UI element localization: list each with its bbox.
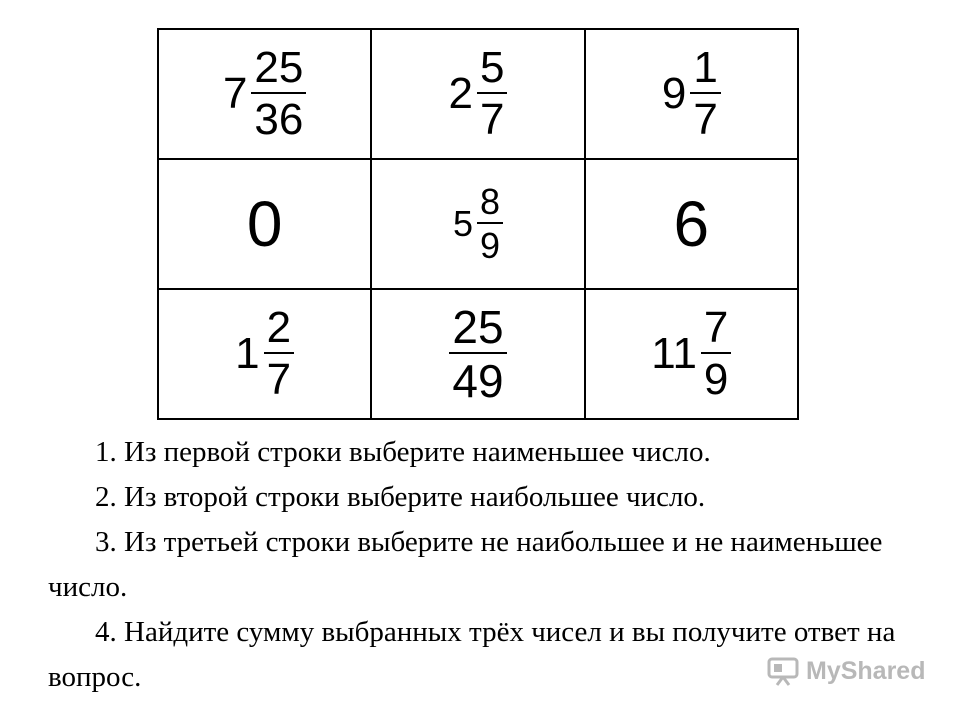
instruction-1: 1. Из первой строки выберите наименьшее число. xyxy=(95,436,711,468)
integer-value: 6 xyxy=(673,188,710,260)
watermark-text: MyShared xyxy=(806,656,926,685)
projector-icon xyxy=(766,656,800,686)
denominator: 7 xyxy=(266,355,292,404)
cell-r3c1 xyxy=(158,289,371,419)
mixed-number xyxy=(448,43,508,144)
mixed-number xyxy=(222,43,306,144)
denominator: 9 xyxy=(479,225,501,266)
fraction-bar xyxy=(264,352,294,354)
cell-r2c3 xyxy=(585,159,798,289)
grid-row-2 xyxy=(158,159,798,289)
grid-row-3 xyxy=(158,289,798,419)
numerator: 5 xyxy=(479,43,505,92)
denominator: 9 xyxy=(703,355,729,404)
cell-r3c2 xyxy=(371,289,584,419)
fraction-bar xyxy=(477,92,507,94)
whole-part: 9 xyxy=(661,69,687,118)
cell-r3c3 xyxy=(585,289,798,419)
whole-part: 11 xyxy=(651,329,697,378)
fraction xyxy=(449,301,506,407)
numerator: 25 xyxy=(254,43,304,92)
instruction-3: 3. Из третьей строки выберите не наибольшее и не наименьшее число. xyxy=(48,526,883,603)
numerator: 7 xyxy=(703,303,729,352)
cell-r1c3 xyxy=(585,29,798,159)
fraction xyxy=(477,181,503,266)
instruction-4: 4. Найдите сумму выбранных трёх чисел и вы получите ответ на вопрос. xyxy=(48,616,896,693)
cell-r2c1 xyxy=(158,159,371,289)
fraction xyxy=(477,43,507,144)
whole-part: 7 xyxy=(222,69,248,118)
fraction xyxy=(701,303,731,404)
whole-part: 5 xyxy=(452,203,473,244)
denominator: 49 xyxy=(452,355,504,407)
whole-part: 2 xyxy=(448,69,473,118)
fraction-bar xyxy=(449,352,506,354)
cell-r1c1 xyxy=(158,29,371,159)
numerator: 1 xyxy=(693,43,718,92)
fraction-bar xyxy=(690,92,720,94)
number-grid xyxy=(157,28,799,420)
grid-row-1 xyxy=(158,29,798,159)
fraction xyxy=(264,303,294,404)
fraction-number xyxy=(449,301,506,407)
mixed-number xyxy=(235,303,294,404)
mixed-number xyxy=(452,181,503,266)
mixed-number xyxy=(651,303,731,404)
cell-r1c2 xyxy=(371,29,584,159)
cell-r2c2 xyxy=(371,159,584,289)
fraction-bar xyxy=(477,222,503,224)
denominator: 36 xyxy=(254,95,304,144)
fraction xyxy=(690,43,720,144)
instruction-2: 2. Из второй строки выберите наибольшее число. xyxy=(95,481,706,513)
watermark xyxy=(766,656,925,686)
denominator: 7 xyxy=(479,95,505,144)
whole-part: 1 xyxy=(235,329,260,378)
numerator: 25 xyxy=(452,301,504,353)
fraction xyxy=(251,43,306,144)
mixed-number xyxy=(661,43,721,144)
numerator: 8 xyxy=(479,181,501,222)
denominator: 7 xyxy=(693,95,718,144)
integer-value: 0 xyxy=(246,188,283,260)
fraction-bar xyxy=(251,92,306,94)
fraction-bar xyxy=(701,352,731,354)
numerator: 2 xyxy=(266,303,292,352)
